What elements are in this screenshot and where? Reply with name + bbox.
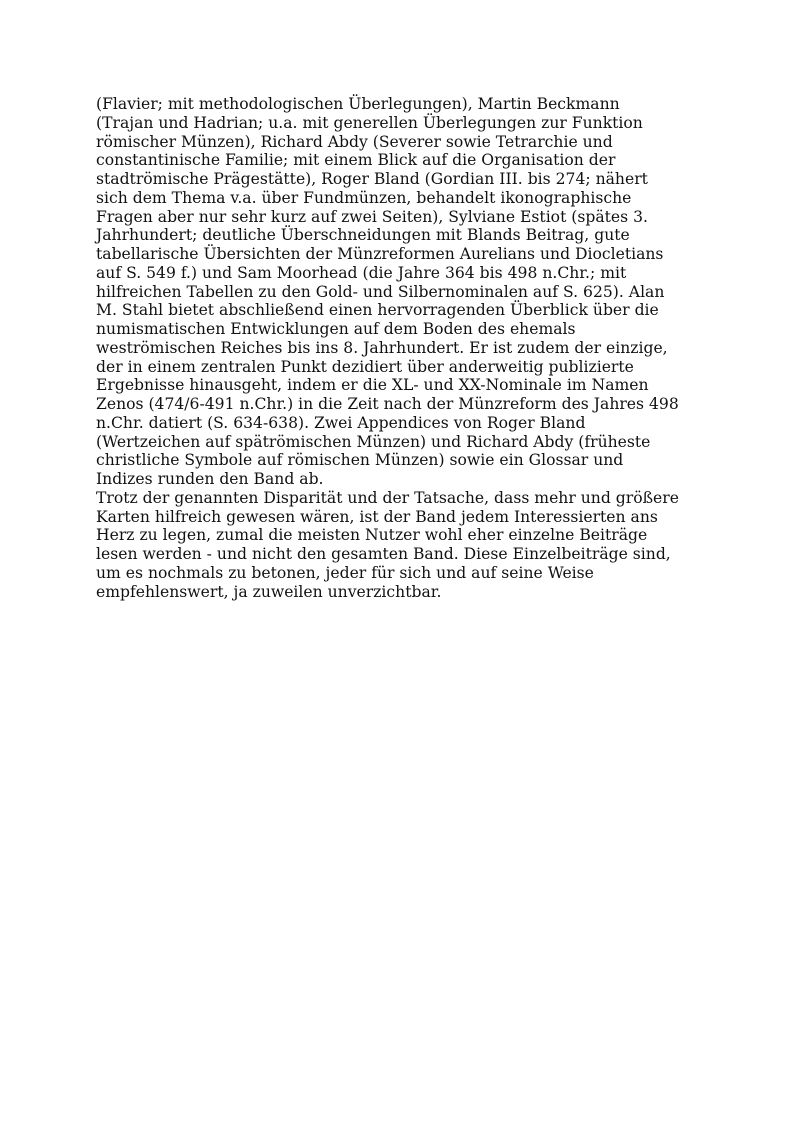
text-line: Jahrhundert; deutliche Überschneidungen mit Blands Beitrag, gute: [96, 226, 630, 245]
text-line: Zenos (474/6-491 n.Chr.) in die Zeit nach der Münzreform des Jahres 498: [96, 395, 679, 413]
text-line: Karten hilfreich gewesen wären, ist der Band jedem Interessierten ans: [96, 507, 658, 526]
text-line: Fragen aber nur sehr kurz auf zwei Seiten), Sylviane Estiot (spätes 3.: [96, 207, 648, 226]
text-line: lesen werden - und nicht den gesamten Band. Diese Einzelbeiträge sind,: [96, 545, 671, 563]
text-line: Herz zu legen, zumal die meisten Nutzer wohl eher einzelne Beiträge: [96, 526, 648, 545]
text-line: Indizes runden den Band ab.: [96, 470, 324, 488]
text-line: numismatischen Entwicklungen auf dem Boden des ehemals: [96, 320, 576, 338]
text-line: hilfreichen Tabellen zu den Gold- und Silbernominalen auf S. 625). Alan: [96, 282, 665, 301]
text-line: (Trajan und Hadrian; u.a. mit generellen Überlegungen zur Funktion: [96, 113, 643, 132]
text-line: M. Stahl bietet abschließend einen hervorragenden Überblick über die: [96, 301, 659, 320]
text-line: um es nochmals zu betonen, jeder für sich und auf seine Weise: [96, 563, 594, 582]
text-line: tabellarische Übersichten der Münzreformen Aurelians und Diocletians: [96, 245, 664, 263]
text-line: der in einem zentralen Punkt dezidiert über anderweitig publizierte: [96, 357, 634, 376]
body-text: [96, 95, 716, 601]
text-line: weströmischen Reiches bis ins 8. Jahrhundert. Er ist zudem der einzige,: [96, 338, 668, 357]
text-line: n.Chr. datiert (S. 634-638). Zwei Appendices von Roger Bland: [96, 413, 586, 432]
text-line: christliche Symbole auf römischen Münzen) sowie ein Glossar und: [96, 451, 624, 470]
text-line: römischer Münzen), Richard Abdy (Severer sowie Tetrarchie und: [96, 132, 613, 151]
text-line: stadtrömische Prägestätte), Roger Bland (Gordian III. bis 274; nähert: [96, 170, 648, 188]
text-line: constantinische Familie; mit einem Blick auf die Organisation der: [96, 151, 616, 170]
text-line: sich dem Thema v.a. über Fundmünzen, behandelt ikonographische: [96, 188, 632, 207]
text-line: Trotz der genannten Disparität und der Tatsache, dass mehr und größere: [96, 488, 679, 507]
text-line: empfehlenswert, ja zuweilen unverzichtbar.: [96, 582, 442, 601]
text-line: (Wertzeichen auf spätrömischen Münzen) und Richard Abdy (früheste: [96, 432, 651, 451]
text-line: Ergebnisse hinausgeht, indem er die XL- und XX-Nominale im Namen: [96, 376, 649, 395]
text-line: (Flavier; mit methodologischen Überlegungen), Martin Beckmann: [96, 95, 620, 113]
text-line: auf S. 549 f.) und Sam Moorhead (die Jahre 364 bis 498 n.Chr.; mit: [96, 263, 627, 282]
